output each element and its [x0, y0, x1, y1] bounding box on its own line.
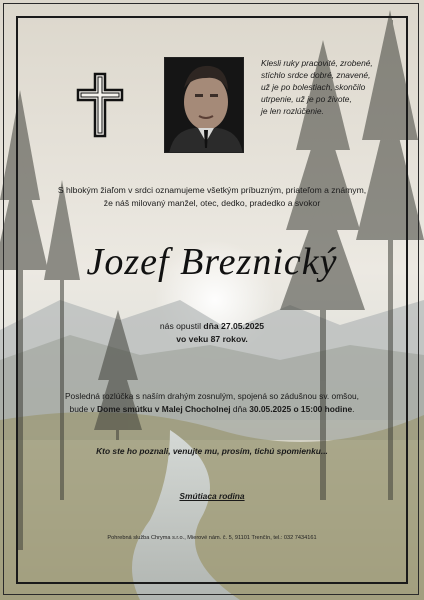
poem-text	[261, 57, 401, 117]
death-date: dňa 27.05.2025	[203, 321, 265, 331]
poem-line: už je po bolestiach, skončilo	[261, 82, 366, 92]
funeral-text: .	[352, 404, 355, 414]
cross-icon	[74, 72, 126, 138]
deceased-name: Jozef Breznický	[86, 241, 338, 283]
remembrance-plea: Kto ste ho poznali, venujte mu, prosím, tichú spomienku...	[96, 446, 328, 456]
death-notice	[60, 320, 364, 346]
death-age: vo veku 87 rokov.	[176, 334, 248, 344]
poem-line: Klesli ruky pracovité, zrobené,	[261, 58, 373, 68]
poem-line: je len rozlúčenie.	[261, 106, 324, 116]
announcement-line: že náš milovaný manžel, otec, dedko, pradedko a svokor	[103, 197, 321, 208]
funeral-datetime: 30.05.2025 o 15:00 hodine	[249, 404, 353, 414]
funeral-line: Posledná rozlúčka s naším drahým zosnulým, spojená so zádušnou sv. omšou,	[64, 391, 360, 401]
poem-line: stíchlo srdce dobré, znavené,	[261, 70, 371, 80]
mourning-family: Smútiaca rodina	[179, 491, 245, 501]
funeral-text: bude v	[69, 404, 95, 414]
funeral-text: dňa	[232, 404, 247, 414]
funeral-venue: Dome smútku v Malej Chocholnej	[97, 404, 231, 414]
funeral-info	[30, 390, 394, 416]
announcement-line: S hlbokým žiaľom v srdci oznamujeme všetkým príbuzným, priateľom a známym,	[57, 185, 367, 195]
portrait-photo	[164, 57, 244, 153]
death-prefix: nás opustil	[159, 321, 201, 331]
announcement-text	[36, 184, 388, 209]
funeral-service-footer: Pohrebná služba Chryma s.r.o., Mierové nám. č. 5, 91101 Trenčín, tel.: 032 7434161	[107, 535, 317, 541]
poem-line: utrpenie, už je po živote,	[261, 94, 352, 104]
